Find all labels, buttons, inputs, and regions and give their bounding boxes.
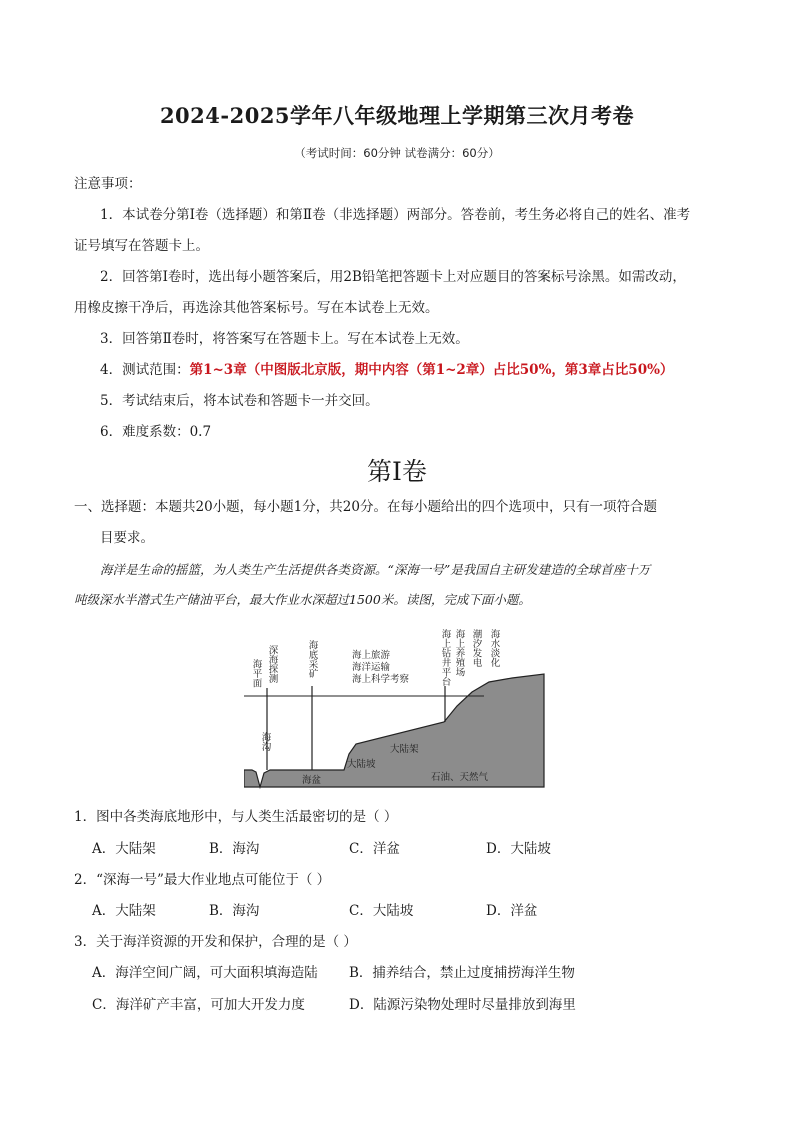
question-3-stem: 3．关于海洋资源的开发和保护，合理的是（ ） <box>74 934 357 950</box>
exam-title: 2024-2025学年八年级地理上学期第三次月考卷 <box>159 103 635 128</box>
question-1-option-b[interactable]: B．海沟 <box>209 841 260 857</box>
label-seabed-mining: 海底采矿 <box>306 640 318 678</box>
question-2-option-a[interactable]: A．大陆架 <box>92 903 156 919</box>
question-1-option-d[interactable]: D．大陆坡 <box>486 841 551 857</box>
passage-line-1: 海洋是生命的摇篮，为人类生产生活提供各类资源。“深海一号”是我国自主研发建造的全球首座十万 <box>100 562 651 577</box>
exam-subtitle: （考试时间：60分钟 试卷满分：60分） <box>294 146 500 160</box>
label-slope: 大陆坡 <box>347 759 376 770</box>
notice-item-2a: 2．回答第Ⅰ卷时，选出每小题答案后，用2B铅笔把答题卡上对应题目的答案标号涂黑。如需改动， <box>100 269 686 285</box>
label-trench: 海沟 <box>259 732 271 751</box>
notice-item-4-prefix: 4．测试范围： <box>100 362 190 378</box>
question-2-stem: 2．“深海一号”最大作业地点可能位于（ ） <box>74 872 331 888</box>
label-aquaculture: 海上养殖场 <box>453 629 465 677</box>
test-range: 第1~3章（中图版北京版，期中内容（第1~2章）占比50%，第3章占比50%） <box>189 362 674 378</box>
label-tidal: 潮汐发电 <box>470 629 482 667</box>
notice-item-1b: 证号填写在答题卡上。 <box>74 238 209 254</box>
section-title: 第Ⅰ卷 <box>367 457 427 486</box>
question-3-option-a[interactable]: A．海洋空间广阔，可大面积填海造陆 <box>92 965 318 981</box>
part1-instruction-2: 目要求。 <box>100 530 154 546</box>
question-3-option-b[interactable]: B．捕养结合，禁止过度捕捞海洋生物 <box>349 965 575 981</box>
label-deep-sea: 深海探测 <box>266 645 278 683</box>
question-1-stem: 1．图中各类海底地形中，与人类生活最密切的是（ ） <box>74 809 398 825</box>
label-transport: 海洋运输 <box>352 662 391 673</box>
question-1-option-a[interactable]: A．大陆架 <box>92 841 156 857</box>
label-drilling: 海上钻井平台 <box>439 629 451 686</box>
label-sea-level: 海平面 <box>250 659 262 688</box>
seabed-diagram <box>244 626 550 792</box>
question-2-option-b[interactable]: B．海沟 <box>209 903 260 919</box>
question-3-option-c[interactable]: C．海洋矿产丰富，可加大开发力度 <box>92 997 305 1013</box>
seafloor-profile <box>244 674 544 787</box>
label-basin: 海盆 <box>302 775 322 786</box>
label-desalination: 海水淡化 <box>488 629 500 667</box>
label-research: 海上科学考察 <box>352 674 410 685</box>
label-shelf: 大陆架 <box>390 744 419 755</box>
notice-heading: 注意事项： <box>74 176 142 192</box>
notice-item-4 <box>100 360 673 380</box>
question-2-option-c[interactable]: C．大陆坡 <box>349 903 414 919</box>
passage-line-2: 吨级深水半潜式生产储油平台，最大作业水深超过1500米。读图，完成下面小题。 <box>74 592 531 607</box>
part1-instruction-1: 一、选择题：本题共20小题，每小题1分，共20分。在每小题给出的四个选项中，只有一项符合题 <box>74 499 657 515</box>
label-tourism: 海上旅游 <box>352 650 391 661</box>
notice-item-2b: 用橡皮擦干净后，再选涂其他答案标号。写在本试卷上无效。 <box>74 300 439 316</box>
notice-item-1a: 1．本试卷分第Ⅰ卷（选择题）和第Ⅱ卷（非选择题）两部分。答卷前，考生务必将自己的姓名、准考 <box>100 207 691 223</box>
notice-item-6: 6．难度系数：0.7 <box>100 424 212 440</box>
label-oil-gas: 石油、天然气 <box>431 772 489 783</box>
question-1-option-c[interactable]: C．洋盆 <box>349 841 400 857</box>
question-2-option-d[interactable]: D．洋盆 <box>486 903 538 919</box>
question-3-option-d[interactable]: D．陆源污染物处理时尽量排放到海里 <box>349 997 576 1013</box>
notice-item-3: 3．回答第Ⅱ卷时，将答案写在答题卡上。写在本试卷上无效。 <box>100 331 469 347</box>
notice-item-5: 5．考试结束后，将本试卷和答题卡一并交回。 <box>100 393 379 409</box>
